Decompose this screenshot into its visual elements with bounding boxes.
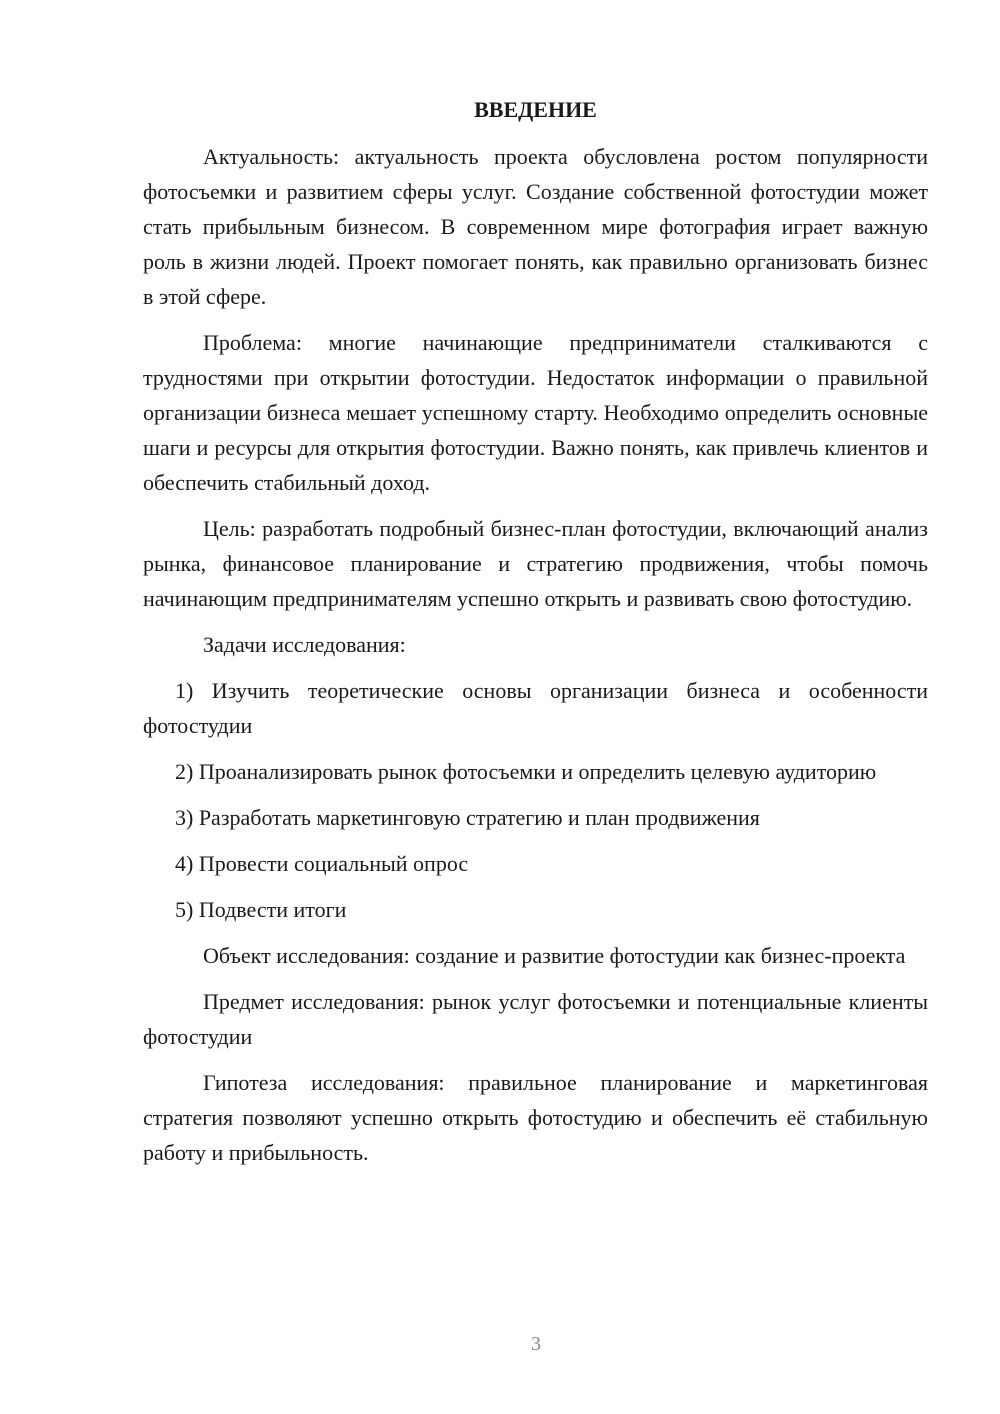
paragraph-goal: Цель: разработать подробный бизнес-план фотостудии, включающий анализ рынка, финансовое планирование и стратегию продвижения, чтобы помочь начинающим предпринимателям успешно открыть и развивать свою фотостудию. [143, 516, 928, 611]
list-item: 5) Подвести итоги [175, 897, 347, 922]
page-number: 3 [531, 1333, 541, 1355]
paragraph-hypothesis: Гипотеза исследования: правильное планирование и маркетинговая стратегия позволяют успешно открыть фотостудию и обеспечить её стабильную работу и прибыльность. [143, 1070, 928, 1165]
paragraph-relevance: Актуальность: актуальность проекта обусловлена ростом популярности фотосъемки и развитием сферы услуг. Создание собственной фотостудии может стать прибыльным бизнесом. В современном мире фотография играет важную роль в жизни людей. Проект помогает понять, как правильно организовать бизнес в этой сфере. [143, 144, 928, 309]
list-item: 2) Проанализировать рынок фотосъемки и определить целевую аудиторию [175, 759, 877, 784]
tasks-list [143, 673, 928, 927]
document-page [143, 92, 928, 1181]
list-item: 4) Провести социальный опрос [175, 851, 469, 876]
tasks-heading: Задачи исследования: [203, 632, 406, 657]
page-title: ВВЕДЕНИЕ [474, 97, 597, 122]
list-item: 3) Разработать маркетинговую стратегию и план продвижения [175, 805, 760, 830]
paragraph-object: Объект исследования: создание и развитие фотостудии как бизнес-проекта [203, 943, 906, 968]
paragraph-problem: Проблема: многие начинающие предприниматели сталкиваются с трудностями при открытии фотостудии. Недостаток информации о правильной организации бизнеса мешает успешному старту. Необходимо определить основные шаги и ресурсы для открытия фотостудии. Важно понять, как привлечь клиентов и обеспечить стабильный доход. [143, 330, 928, 495]
paragraph-subject: Предмет исследования: рынок услуг фотосъемки и потенциальные клиенты фотостудии [143, 989, 928, 1049]
list-item: 1) Изучить теоретические основы организации бизнеса и особенности фотостудии [143, 678, 928, 738]
